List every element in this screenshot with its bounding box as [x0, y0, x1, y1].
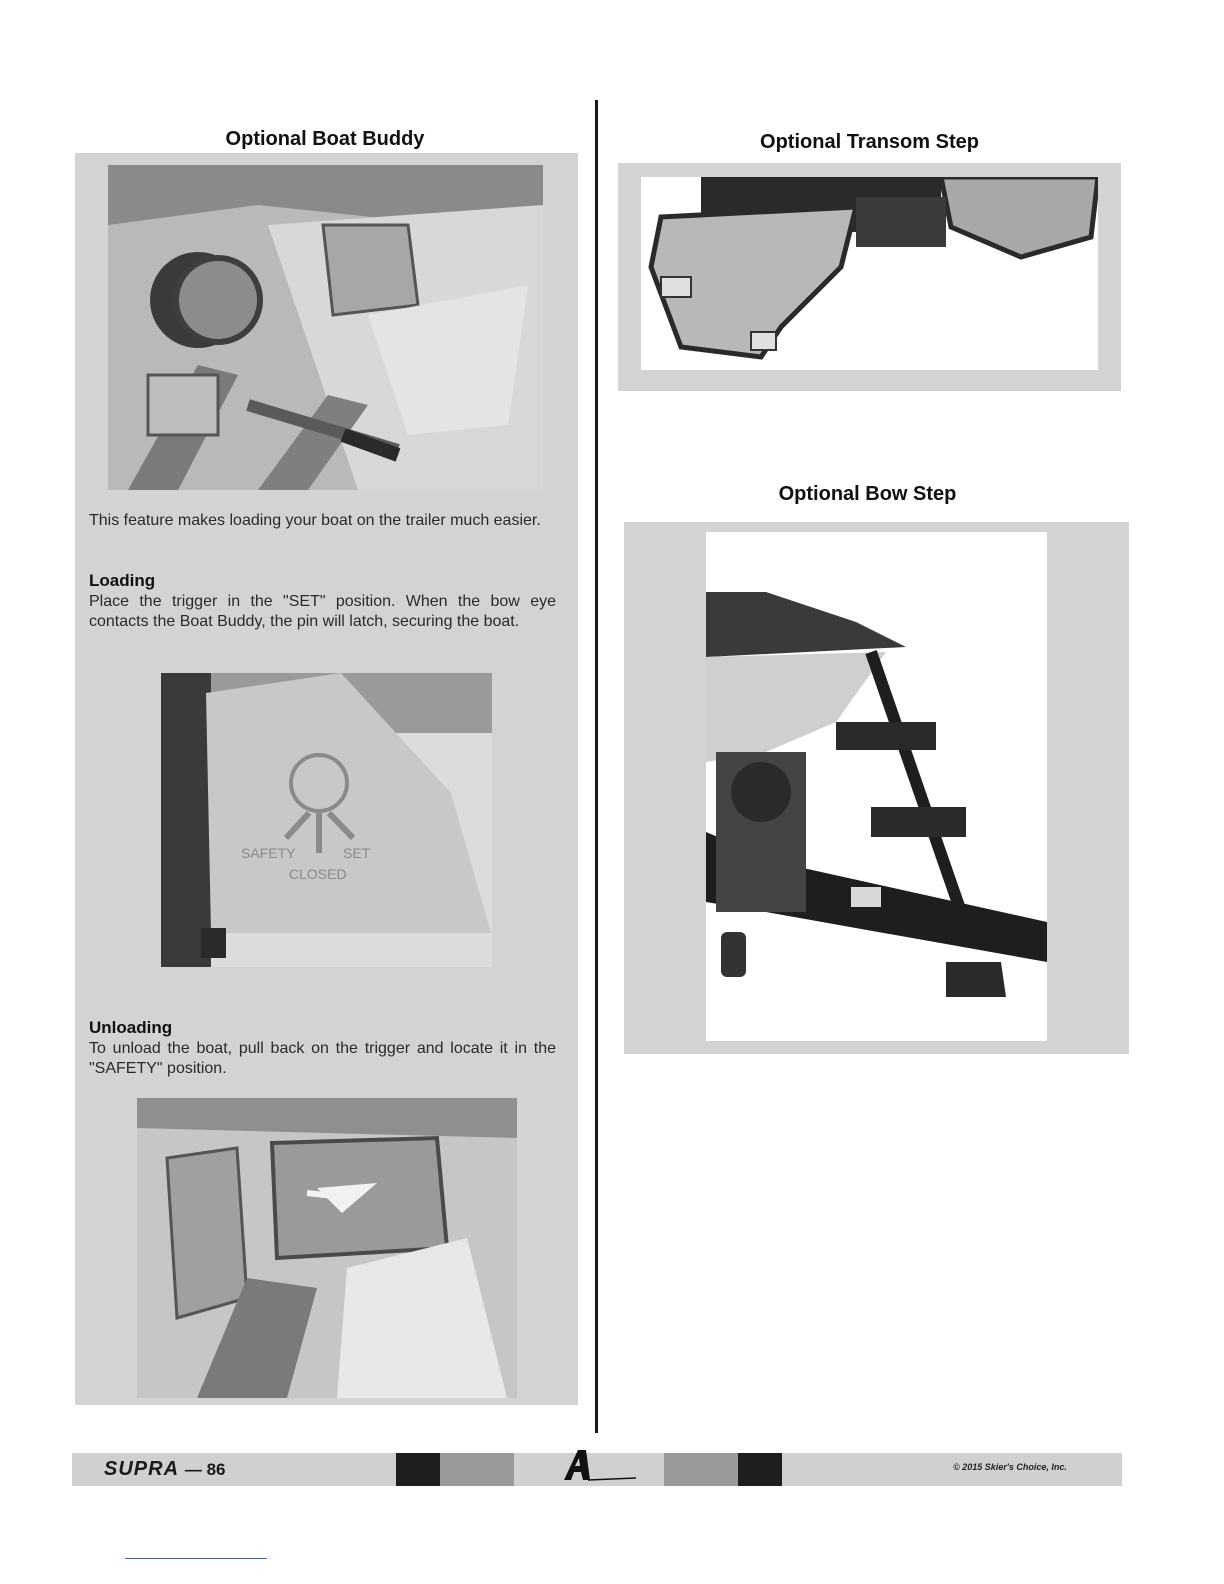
- boat-buddy-title: Optional Boat Buddy: [225, 128, 425, 150]
- footer-block-left-dark: [396, 1453, 440, 1486]
- latch-label-closed: CLOSED: [289, 866, 347, 882]
- bow-step-photo: [706, 532, 1047, 1041]
- footer-brand: [104, 1458, 225, 1481]
- transom-step-photo: [641, 177, 1098, 370]
- loading-text: Place the trigger in the "SET" position. When the bow eye contacts the Boat Buddy, the pin will latch, securing the boat.: [89, 593, 556, 630]
- trigger-hand-photo: [137, 1098, 517, 1398]
- bow-step-title: Optional Bow Step: [778, 483, 957, 505]
- winch-photo: [108, 165, 543, 490]
- latch-label-safety: SAFETY: [241, 845, 296, 861]
- latch-label-set: SET: [343, 845, 371, 861]
- brand-name: SUPRA: [104, 1458, 179, 1480]
- latch-photo: [161, 673, 492, 967]
- column-divider: [595, 100, 598, 1433]
- skiers-choice-logo: [560, 1446, 640, 1486]
- unloading-text: To unload the boat, pull back on the trigger and locate it in the "SAFETY" position.: [89, 1040, 556, 1077]
- footer-block-left-gray: [440, 1453, 514, 1486]
- bottom-rule: [125, 1558, 267, 1559]
- footer-block-right-dark: [738, 1453, 782, 1486]
- footer-copyright: © 2015 Skier's Choice, Inc.: [953, 1462, 1067, 1472]
- transom-step-title: Optional Transom Step: [760, 131, 979, 153]
- loading-heading: Loading: [89, 571, 156, 590]
- unloading-heading: Unloading: [89, 1018, 173, 1037]
- boat-buddy-intro: This feature makes loading your boat on the trailer much easier.: [89, 512, 541, 529]
- footer-block-right-gray: [664, 1453, 738, 1486]
- page-number: — 86: [184, 1460, 226, 1479]
